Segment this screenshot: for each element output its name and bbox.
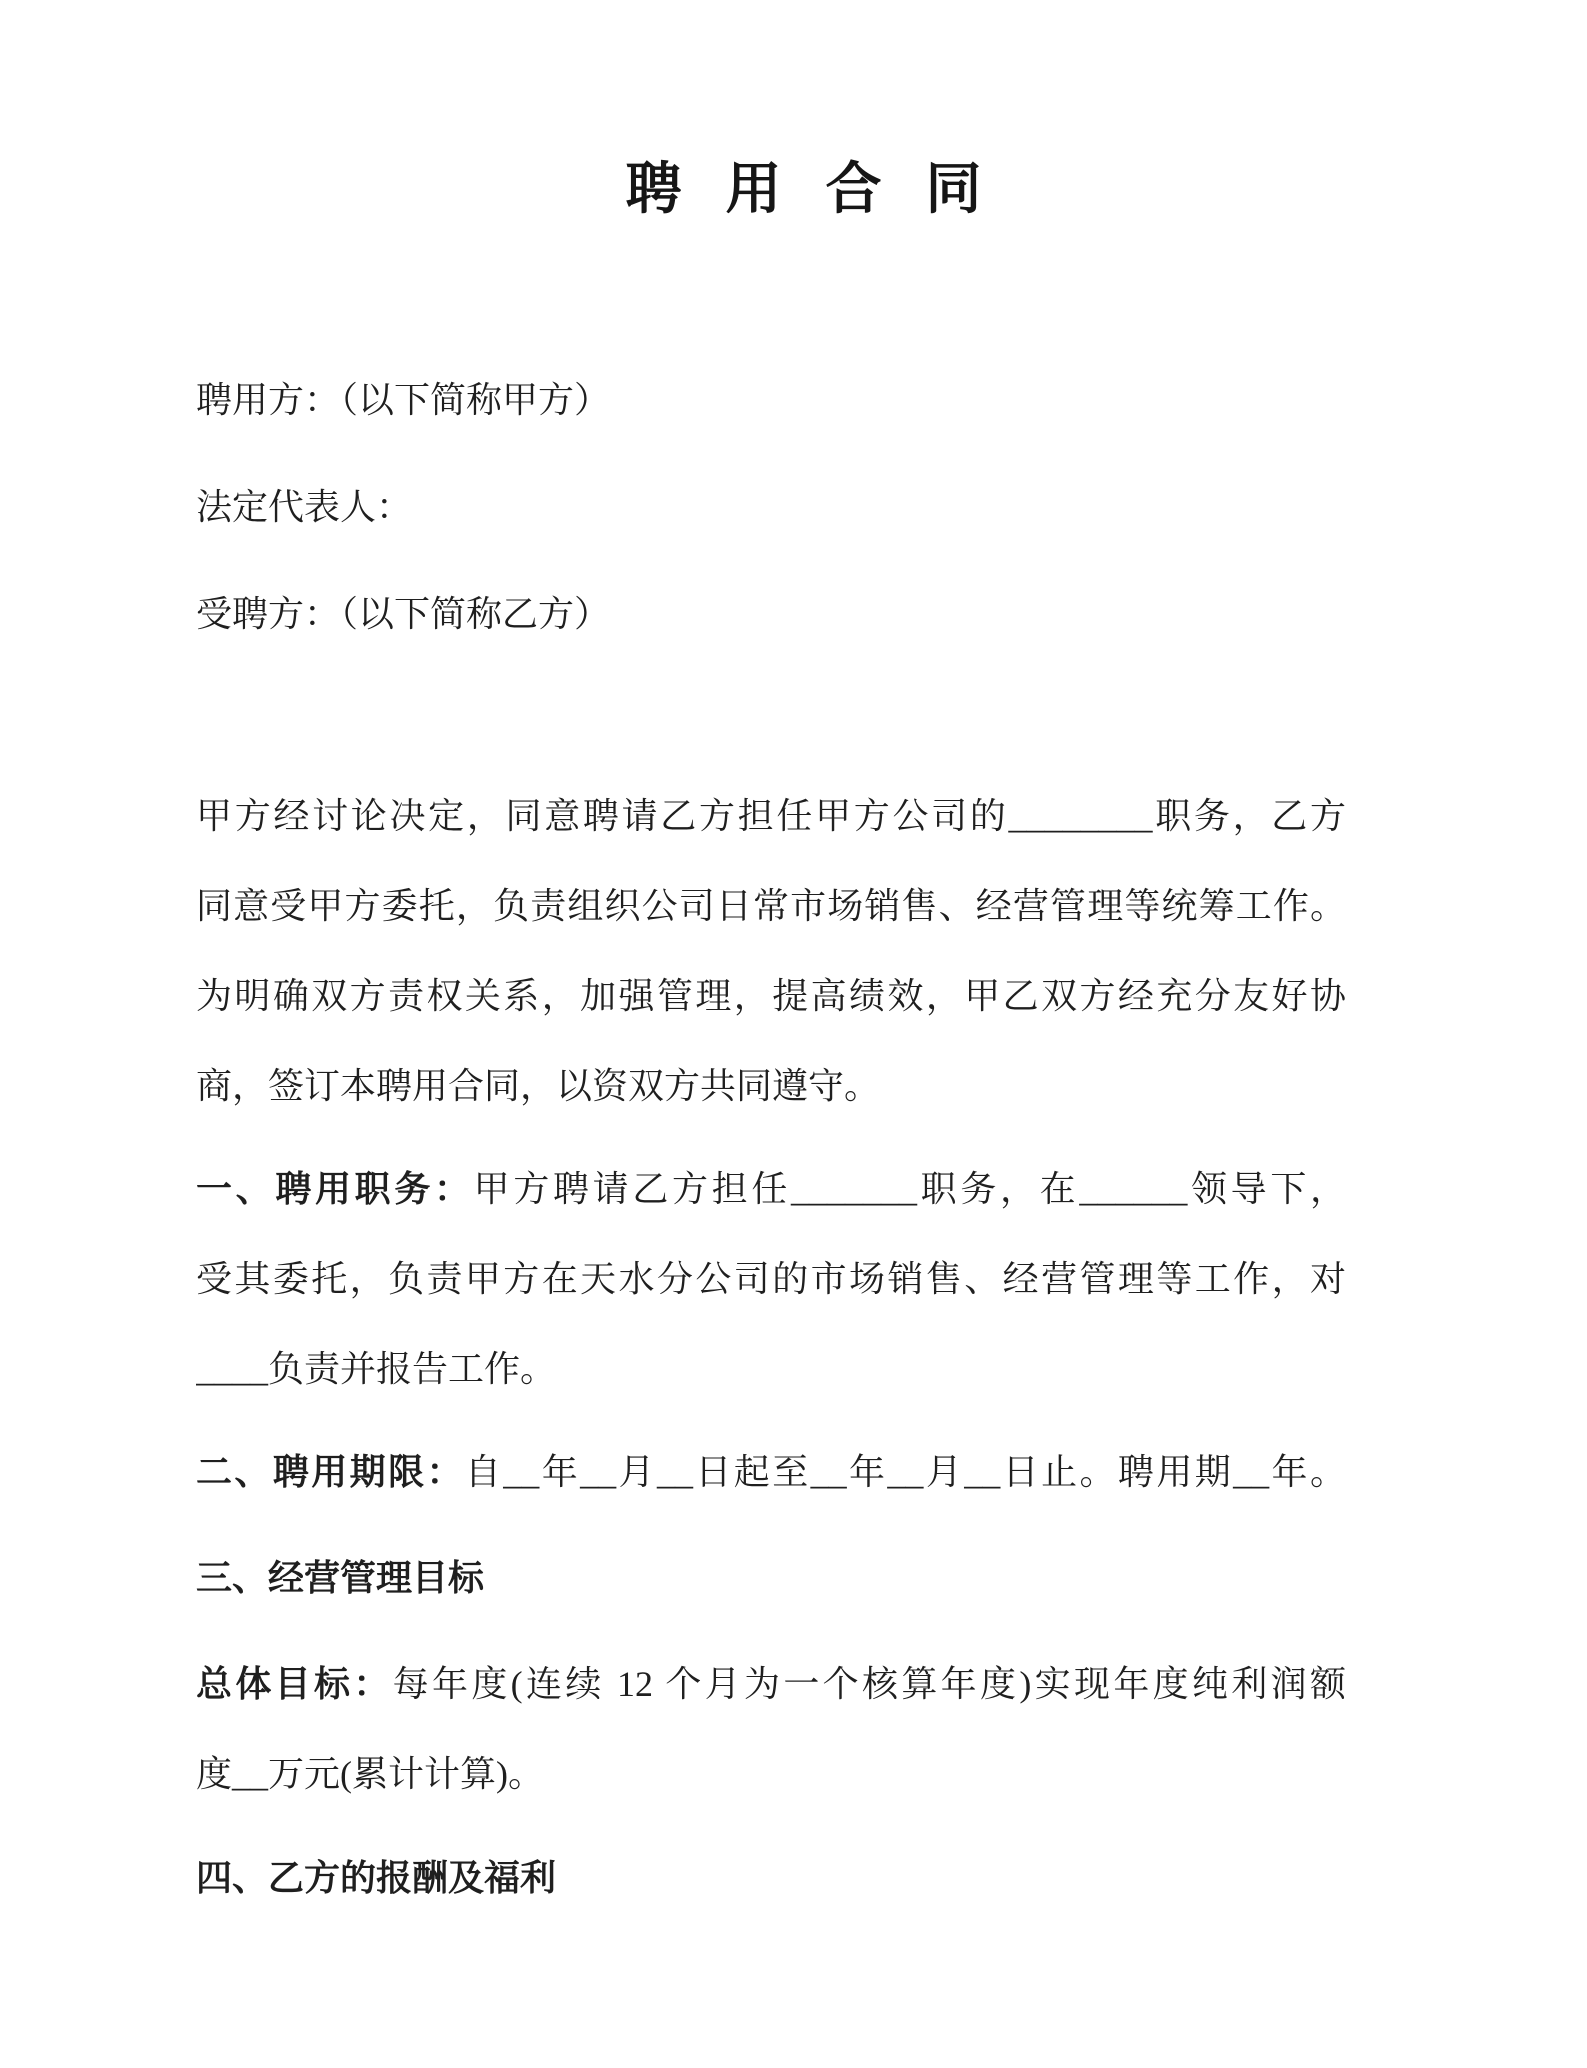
text-line bbox=[196, 1234, 1346, 1324]
text-line bbox=[196, 569, 1346, 659]
document-title: 聘 用 合 同 bbox=[625, 159, 997, 221]
body-text: 度__万元(累计计算)。 bbox=[196, 1754, 544, 1794]
paragraph-employee bbox=[196, 569, 1346, 659]
paragraph-clause-2 bbox=[196, 1427, 1346, 1517]
text-line bbox=[196, 1533, 1346, 1623]
text-line bbox=[196, 951, 1346, 1041]
bold-lead-in-text: 三、经营管理目标 bbox=[196, 1558, 485, 1598]
contract-body bbox=[196, 355, 1346, 1923]
bold-lead-in-text: 四、乙方的报酬及福利 bbox=[196, 1858, 557, 1898]
body-text: 同意受甲方委托，负责组织公司日常市场销售、经营管理等统筹工作。 bbox=[196, 886, 1346, 926]
bold-lead-in-text: 二、聘用期限： bbox=[196, 1452, 465, 1492]
body-text: 为明确双方责权关系，加强管理，提高绩效，甲乙双方经充分友好协 bbox=[196, 976, 1346, 1016]
text-line bbox=[196, 861, 1346, 951]
text-line bbox=[196, 1729, 1346, 1819]
text-line bbox=[196, 1639, 1346, 1729]
text-line bbox=[196, 1427, 1346, 1517]
paragraph-clause-4-heading bbox=[196, 1833, 1346, 1923]
body-text: 甲方经讨论决定，同意聘请乙方担任甲方公司的________职务，乙方 bbox=[196, 796, 1346, 836]
paragraph-clause-3-heading bbox=[196, 1533, 1346, 1623]
body-text: 甲方聘请乙方担任_______职务，在______领导下， bbox=[473, 1169, 1346, 1209]
text-line bbox=[196, 771, 1346, 861]
paragraph-employer bbox=[196, 355, 1346, 445]
body-text: 聘用方：（以下简称甲方） bbox=[196, 380, 611, 420]
bold-lead-in-text: 总体目标： bbox=[196, 1664, 393, 1704]
body-text: 法定代表人： bbox=[196, 487, 413, 527]
paragraph-clause-3-body bbox=[196, 1639, 1346, 1819]
paragraph-intro bbox=[196, 771, 1346, 1131]
bold-lead-in-text: 一、聘用职务： bbox=[196, 1169, 474, 1209]
paragraph-legal-rep bbox=[196, 462, 1346, 552]
text-line bbox=[196, 1324, 1346, 1414]
title-row bbox=[196, 145, 1426, 235]
text-line bbox=[196, 1833, 1346, 1923]
body-text: 商，签订本聘用合同，以资双方共同遵守。 bbox=[196, 1066, 881, 1106]
body-text: ____负责并报告工作。 bbox=[196, 1349, 557, 1389]
body-text: 自__年__月__日起至__年__月__日止。聘用期__年。 bbox=[464, 1452, 1346, 1492]
contract-page bbox=[0, 145, 1587, 2068]
text-line bbox=[196, 462, 1346, 552]
body-text: 受其委托，负责甲方在天水分公司的市场销售、经营管理等工作，对 bbox=[196, 1259, 1346, 1299]
body-text: 每年度(连续 12 个月为一个核算年度)实现年度纯利润额 bbox=[392, 1664, 1346, 1704]
text-line bbox=[196, 1041, 1346, 1131]
paragraph-clause-1 bbox=[196, 1144, 1346, 1414]
text-line bbox=[196, 1144, 1346, 1234]
body-text: 受聘方：（以下简称乙方） bbox=[196, 594, 611, 634]
text-line bbox=[196, 355, 1346, 445]
